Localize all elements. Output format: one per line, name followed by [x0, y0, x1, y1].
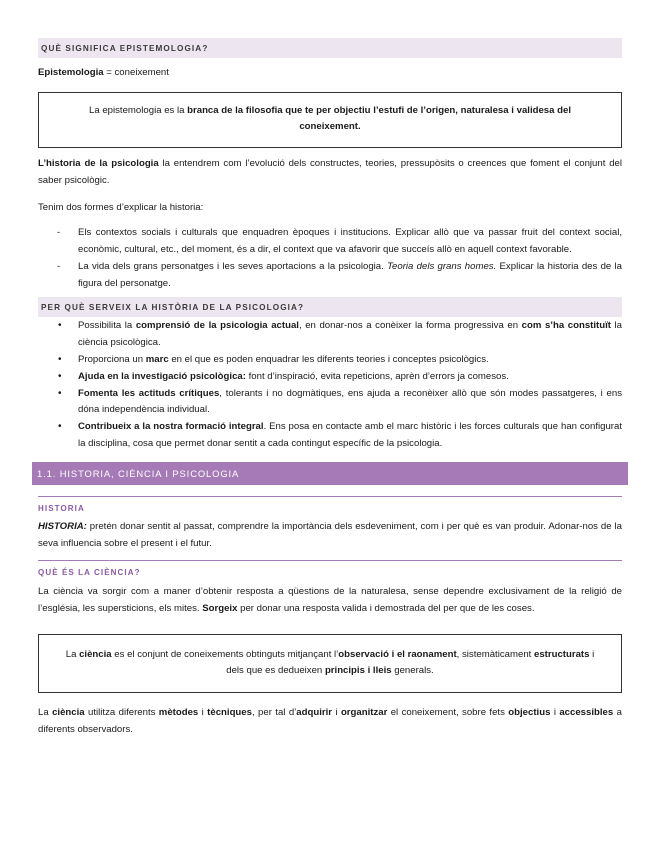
definition-line: Epistemologia = coneixement: [38, 67, 169, 78]
section-title-bar: 1.1. HISTORIA, CIÈNCIA I PSICOLOGIA: [32, 462, 628, 485]
list-item: - La vida dels grans personatges i les seves aportacions a la psicologia. Teoria dels grans homes. Explicar la historia des de la figura del personatge.: [57, 260, 622, 289]
list-item: • Possibilita la comprensió de la psicologia actual, en donar-nos a conèixer la forma progressiva en com s’ha constituït la ciència psicològica.: [58, 320, 622, 349]
document-page: [38, 38, 622, 739]
paragraph-historia: HISTORIA: pretén donar sentit al passat, comprendre la importància dels esdeveniment, com i per què es van produir. Adonar-nos de la seva influencia sobre el present i el futur.: [38, 520, 622, 549]
heading-epistemologia: QUÈ SIGNIFICA EPISTEMOLOGIA?: [38, 38, 622, 58]
paragraph-metodes: La ciència utilitza diferents mètodes i tècniques, per tal d’adquirir i organitzar el coneixement, sobre fets objectius i accessibles a diferents observadors.: [38, 706, 622, 735]
paragraph-historia-psicologia: L’historia de la psicologia la entendrem com l’evolució dels constructes, teories, pressupòsits o creences que foment el conjunt del saber psicològic.: [38, 157, 622, 186]
paragraph-ciencia: La ciència va sorgir com a maner d’obtenir resposta a qüestions de la naturalesa, sense dependre exclusivament de la religió de l’església, les supersticions, els mites. Sorgeix per donar una resposta valida i demostrada del per que de les coses.: [38, 586, 622, 615]
heading-per-que-serveix: PER QUÈ SERVEIX LA HISTÒRIA DE LA PSICOLOGIA?: [38, 297, 622, 317]
list-item: • Fomenta les actituds crítiques, tolerants i no dogmàtiques, ens ajuda a reconèixer allò que són modes passatgeres, i ens dóna independència individual.: [58, 387, 622, 416]
bullet-list: [38, 318, 622, 452]
dash-list: [38, 225, 622, 292]
paragraph-formes: Tenim dos formes d’explicar la historia:: [38, 202, 204, 214]
heading-que-es-ciencia: QUÈ ÉS LA CIÈNCIA?: [38, 568, 141, 578]
list-item: • Ajuda en la investigació psicològica: font d’inspiració, evita repeticions, aprèn d’errors ja comesos.: [58, 370, 509, 382]
ciencia-definition-box: La ciència es el conjunt de coneixements obtinguts mitjançant l’observació i el raonament, sistemàticament estructurats i dels que es dedueixen principis i lleis generals.: [38, 634, 622, 693]
list-item: • Contribueix a la nostra formació integral. Ens posa en contacte amb el marc històric i les forces culturals que han configurat la disciplina, cosa que permet donar sentit a cada contingut específic de la psicologia.: [58, 421, 623, 449]
heading-historia: HISTORIA: [38, 503, 85, 513]
list-item: • Proporciona un marc en el que es poden enquadrar les diferents teories i conceptes psicològics.: [58, 353, 489, 365]
definition-box: La epistemologia es la branca de la filosofia que te per objectiu l’estufi de l’origen, naturalesa i validesa del coneixement.: [38, 92, 622, 148]
list-item: - Els contextos socials i culturals que enquadren èpoques i institucions. Explicar allò que va passar fruit del context social, econòmic, cultural, etc., del moment, és a dir, el context que va afavorir que succeís allò en aquell context favorable.: [57, 227, 622, 255]
